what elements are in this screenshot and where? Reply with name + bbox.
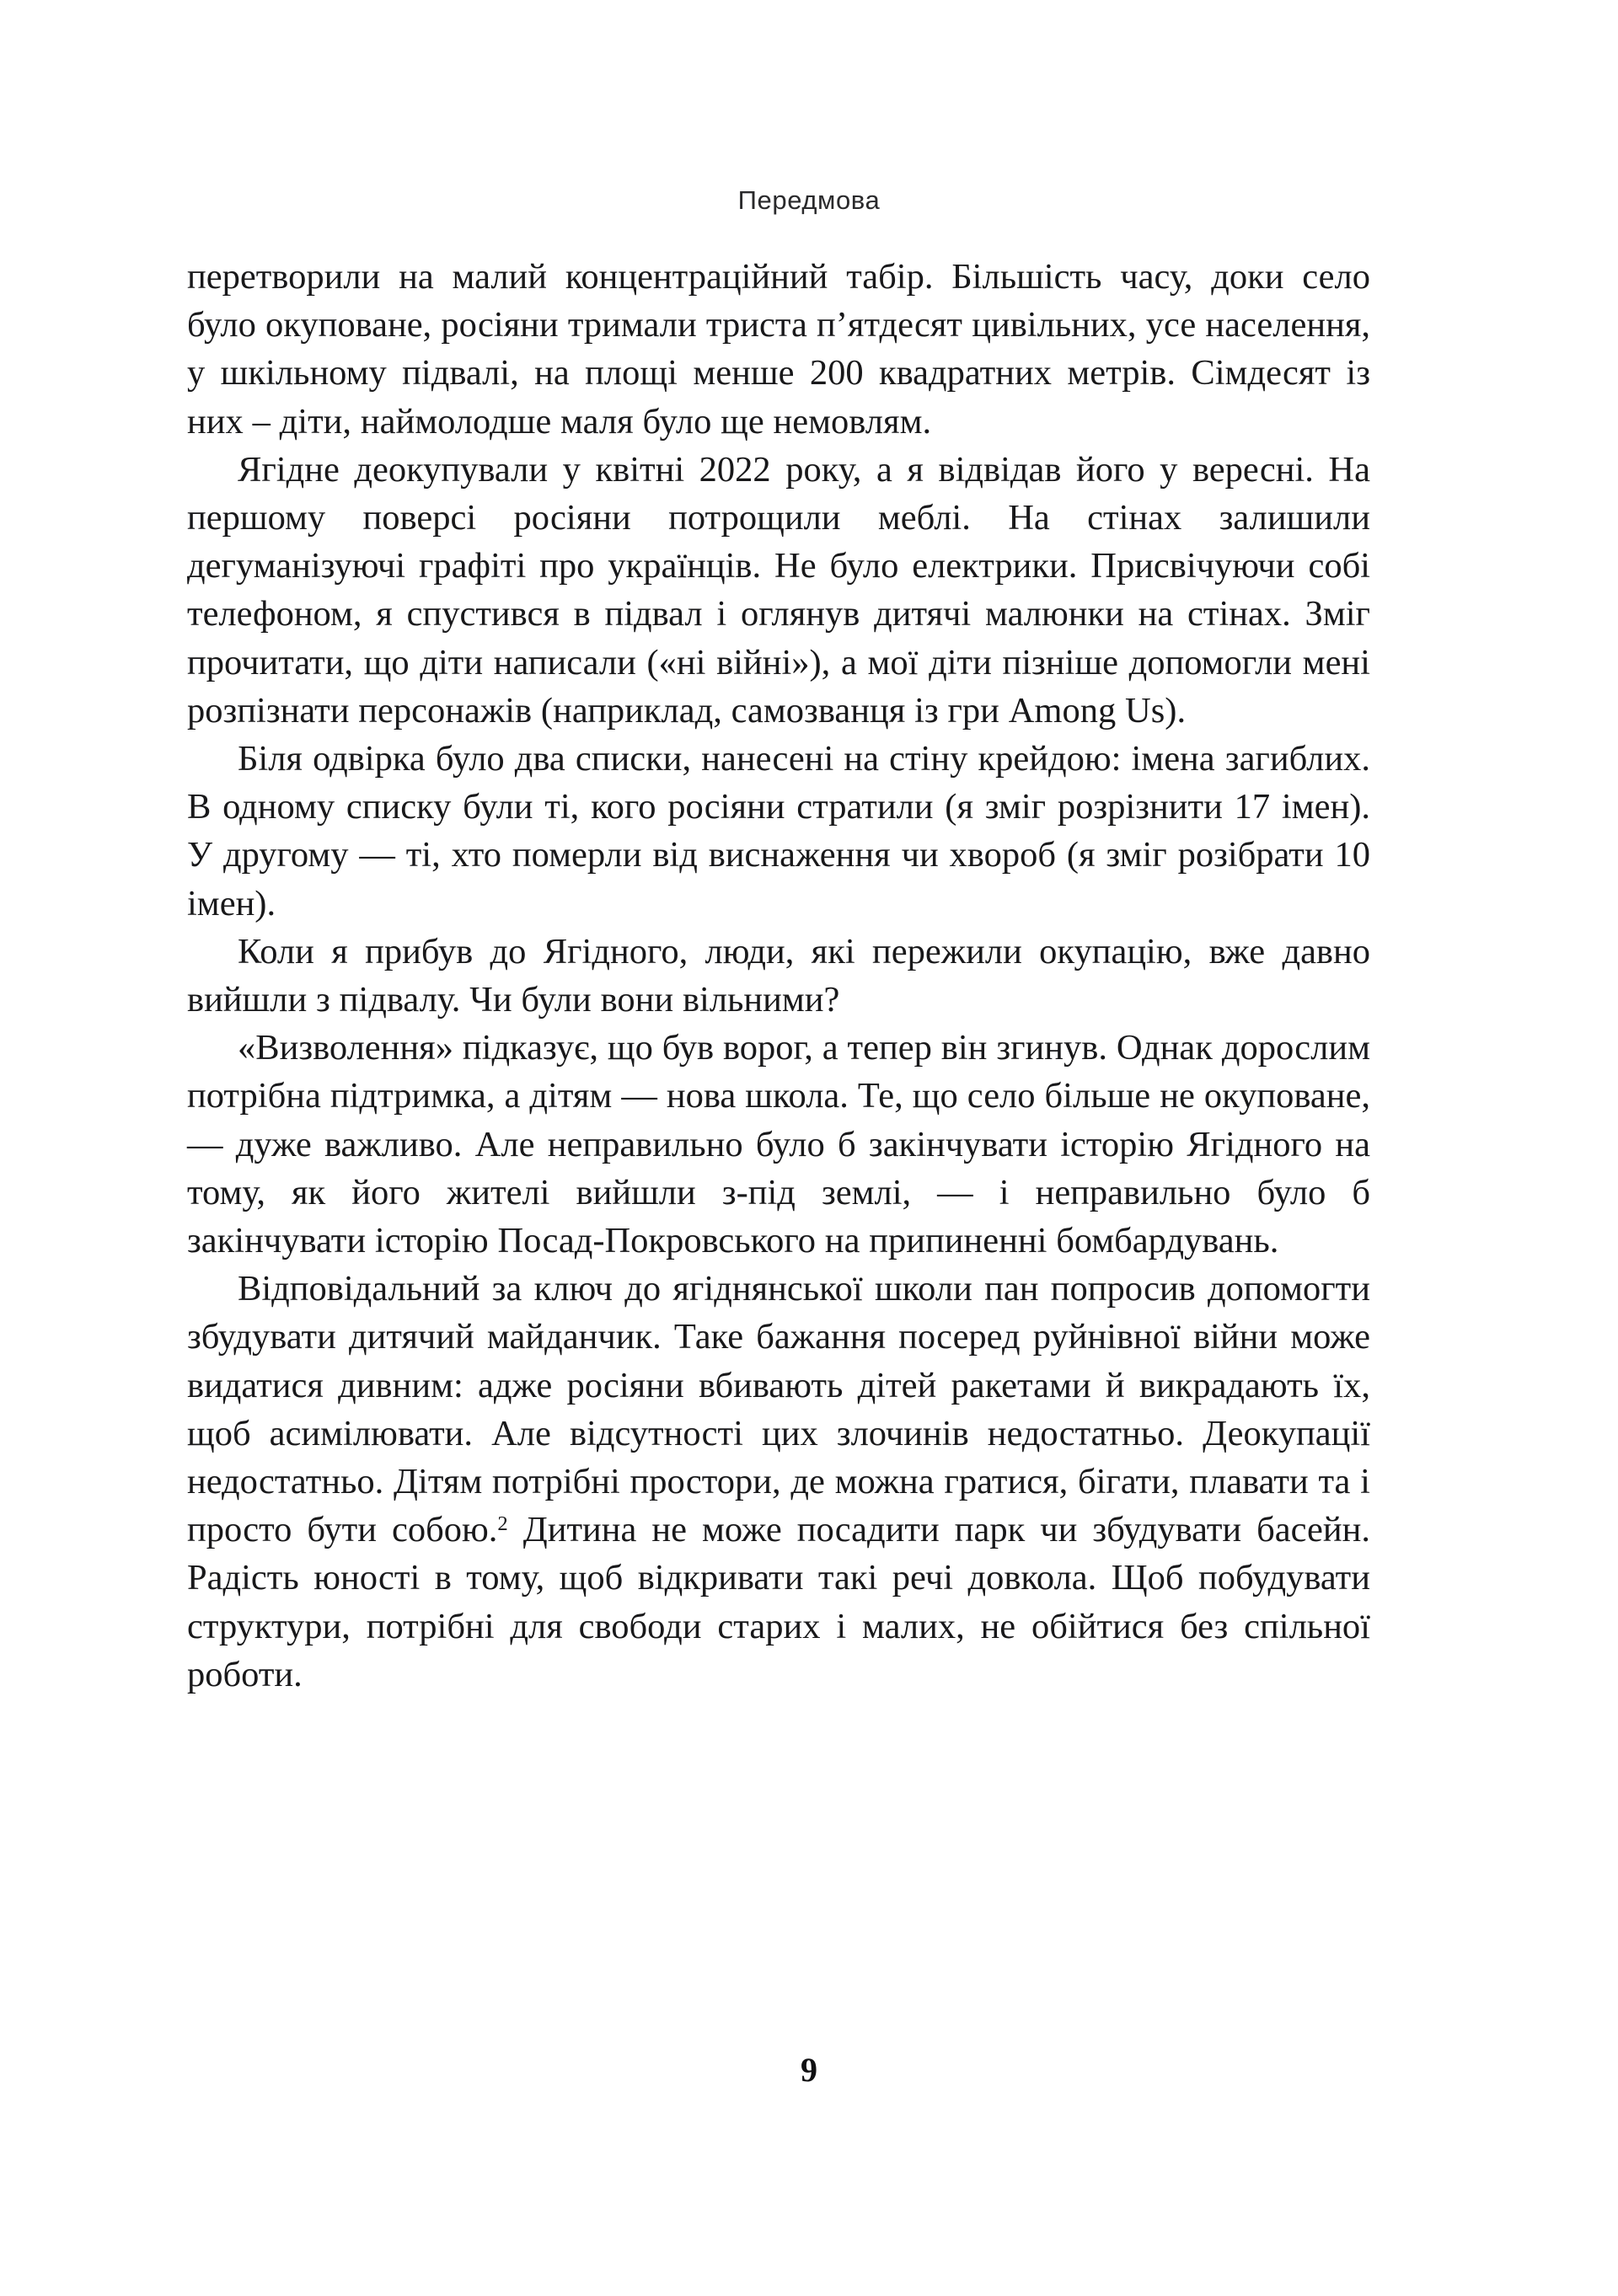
paragraph-6-text-before-footnote: Відповідальний за ключ до ягіднянської школи пан попросив допомогти збудувати дитячий майданчик. Таке бажання посеред руйнівної війни може видатися дивним: адже росіяни вбивають дітей ракетами й викрадають їх, щоб асимілювати. Але відсутності цих злочинів недостатньо. Деокупації недостатньо. Дітям потрібні простори, де можна гратися, бігати, плавати та і просто бути собою.: [187, 1269, 1370, 1550]
page-number: 9: [801, 2051, 817, 2089]
paragraph-5: «Визволення» підказує, що був ворог, а тепер він згинув. Однак дорослим потрібна підтримка, а дітям — нова школа. Те, що село більше не окуповане, — дуже важливо. Але неправильно було б закінчувати історію Ягідного на тому, як його жителі вийшли з-під землі, — і неправильно було б закінчувати історію Посад-Покровського на припиненні бомбардувань.: [187, 1028, 1370, 1261]
footnote-reference-marker[interactable]: 2: [497, 1512, 508, 1536]
paragraph-1: перетворили на малий концентраційний табір. Більшість часу, доки село було окуповане, росіяни тримали триста п’ятдесят цивільних, усе населення, у шкільному підвалі, на площі менше 200 квадратних метрів. Сімдесят із них – діти, наймолодше маля було ще немовлям.: [187, 257, 1370, 442]
body-text-block: [187, 253, 1370, 1699]
paragraph-2: Ягідне деокупували у квітні 2022 року, а я відвідав його у вересні. На першому поверсі росіяни потрощили меблі. На стінах залишили дегуманізуючі графіті про українців. Не було електрики. Присвічуючи собі телефоном, я спустився в підвал і оглянув дитячі малюнки на стінах. Зміг прочитати, що діти написали («ні війні»), а мої діти пізніше допомогли мені розпізнати персонажів (наприклад, самозванця із гри Among Us).: [187, 449, 1370, 731]
paragraph-3: Біля одвірка було два списки, нанесені на стіну крейдою: імена загиблих. В одному списку були ті, кого росіяни стратили (я зміг розрізнити 17 імен). У другому — ті, хто померли від виснаження чи хвороб (я зміг розібрати 10 імен).: [187, 739, 1370, 923]
paragraph-6-text-after-footnote: Дитина не може посадити парк чи збудувати басейн. Радість юності в тому, щоб відкривати такі речі довкола. Щоб побудувати структури, потрібні для свободи старих і малих, не обійтися без спільної роботи.: [187, 1510, 1371, 1694]
running-head: Передмова: [737, 185, 881, 215]
paragraph-6: [187, 1265, 1370, 1699]
paragraph-4: Коли я прибув до Ягідного, люди, які пережили окупацію, вже давно вийшли з підвалу. Чи були вони вільними?: [187, 931, 1370, 1020]
